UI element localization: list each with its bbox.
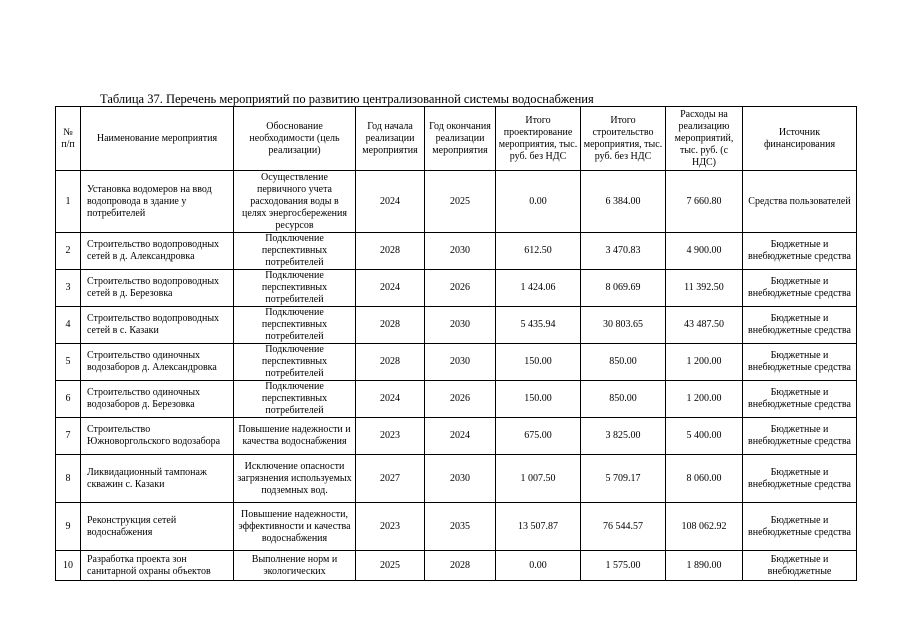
row-number-cell: 7 (56, 418, 81, 455)
total-cost-cell: 43 487.50 (666, 307, 743, 344)
design-cost-cell: 13 507.87 (496, 503, 581, 551)
total-cost-cell: 4 900.00 (666, 233, 743, 270)
header-cell-name: Наименование мероприятия (81, 107, 234, 171)
measure-name-cell: Строительство водопроводных сетей в с. Казаки (81, 307, 234, 344)
table-caption: Таблица 37. Перечень мероприятий по развитию централизованной системы водоснабжения (100, 92, 594, 106)
header-cell-num: № п/п (56, 107, 81, 171)
design-cost-cell: 0.00 (496, 171, 581, 233)
table-container (55, 106, 858, 592)
measure-name-cell: Разработка проекта зон санитарной охраны объектов (81, 551, 234, 581)
design-cost-cell: 150.00 (496, 344, 581, 381)
start-year-cell: 2028 (356, 307, 425, 344)
measure-name-cell: Реконструкция сетей водоснабжения (81, 503, 234, 551)
start-year-cell: 2024 (356, 270, 425, 307)
total-cost-cell: 1 200.00 (666, 344, 743, 381)
start-year-cell: 2023 (356, 503, 425, 551)
design-cost-cell: 1 424.06 (496, 270, 581, 307)
start-year-cell: 2024 (356, 171, 425, 233)
funding-source-cell: Бюджетные и внебюджетные средства (743, 455, 857, 503)
start-year-cell: 2023 (356, 418, 425, 455)
table-row (56, 551, 857, 581)
end-year-cell: 2028 (425, 551, 496, 581)
total-cost-cell: 1 890.00 (666, 551, 743, 581)
measure-name-cell: Строительство Южноворгольского водозабора (81, 418, 234, 455)
header-cell-build-cost: Итого строительство мероприятия, тыс. руб. без НДС (581, 107, 666, 171)
start-year-cell: 2025 (356, 551, 425, 581)
design-cost-cell: 5 435.94 (496, 307, 581, 344)
end-year-cell: 2030 (425, 344, 496, 381)
end-year-cell: 2035 (425, 503, 496, 551)
header-cell-start-year: Год начала реализации мероприятия (356, 107, 425, 171)
row-number-cell: 2 (56, 233, 81, 270)
row-number-cell: 3 (56, 270, 81, 307)
justification-cell: Исключение опасности загрязнения используемых подземных вод. (234, 455, 356, 503)
measures-table (55, 106, 857, 581)
justification-cell: Повышение надежности, эффективности и качества водоснабжения (234, 503, 356, 551)
row-number-cell: 6 (56, 381, 81, 418)
design-cost-cell: 1 007.50 (496, 455, 581, 503)
design-cost-cell: 0.00 (496, 551, 581, 581)
row-number-cell: 9 (56, 503, 81, 551)
start-year-cell: 2028 (356, 344, 425, 381)
measure-name-cell: Строительство одиночных водозаборов д. Александровка (81, 344, 234, 381)
design-cost-cell: 612.50 (496, 233, 581, 270)
table-row (56, 344, 857, 381)
justification-cell: Подключение перспективных потребителей (234, 344, 356, 381)
design-cost-cell: 150.00 (496, 381, 581, 418)
end-year-cell: 2030 (425, 455, 496, 503)
total-cost-cell: 5 400.00 (666, 418, 743, 455)
funding-source-cell: Бюджетные и внебюджетные средства (743, 503, 857, 551)
header-row (56, 107, 857, 171)
justification-cell: Подключение перспективных потребителей (234, 381, 356, 418)
build-cost-cell: 76 544.57 (581, 503, 666, 551)
justification-cell: Осуществление первичного учета расходования воды в целях энергосбережения ресурсов (234, 171, 356, 233)
row-number-cell: 4 (56, 307, 81, 344)
build-cost-cell: 3 470.83 (581, 233, 666, 270)
table-row (56, 307, 857, 344)
table-row (56, 418, 857, 455)
justification-cell: Выполнение норм и экологических (234, 551, 356, 581)
end-year-cell: 2025 (425, 171, 496, 233)
total-cost-cell: 7 660.80 (666, 171, 743, 233)
header-cell-reason: Обоснование необходимости (цель реализации) (234, 107, 356, 171)
row-number-cell: 8 (56, 455, 81, 503)
build-cost-cell: 30 803.65 (581, 307, 666, 344)
funding-source-cell: Бюджетные и внебюджетные (743, 551, 857, 581)
build-cost-cell: 6 384.00 (581, 171, 666, 233)
build-cost-cell: 850.00 (581, 381, 666, 418)
justification-cell: Подключение перспективных потребителей (234, 270, 356, 307)
table-row (56, 270, 857, 307)
funding-source-cell: Средства пользователей (743, 171, 857, 233)
table-row (56, 171, 857, 233)
build-cost-cell: 1 575.00 (581, 551, 666, 581)
end-year-cell: 2024 (425, 418, 496, 455)
total-cost-cell: 8 060.00 (666, 455, 743, 503)
funding-source-cell: Бюджетные и внебюджетные средства (743, 381, 857, 418)
table-row (56, 503, 857, 551)
table-row (56, 381, 857, 418)
build-cost-cell: 850.00 (581, 344, 666, 381)
funding-source-cell: Бюджетные и внебюджетные средства (743, 270, 857, 307)
header-cell-design-cost: Итого проектирование мероприятия, тыс. руб. без НДС (496, 107, 581, 171)
funding-source-cell: Бюджетные и внебюджетные средства (743, 344, 857, 381)
measure-name-cell: Строительство водопроводных сетей в д. Березовка (81, 270, 234, 307)
start-year-cell: 2028 (356, 233, 425, 270)
row-number-cell: 10 (56, 551, 81, 581)
total-cost-cell: 1 200.00 (666, 381, 743, 418)
table-row (56, 455, 857, 503)
total-cost-cell: 108 062.92 (666, 503, 743, 551)
start-year-cell: 2024 (356, 381, 425, 418)
end-year-cell: 2026 (425, 270, 496, 307)
measure-name-cell: Строительство одиночных водозаборов д. Березовка (81, 381, 234, 418)
measure-name-cell: Установка водомеров на ввод водопровода в здание у потребителей (81, 171, 234, 233)
justification-cell: Повышение надежности и качества водоснабжения (234, 418, 356, 455)
build-cost-cell: 5 709.17 (581, 455, 666, 503)
row-number-cell: 1 (56, 171, 81, 233)
end-year-cell: 2030 (425, 307, 496, 344)
total-cost-cell: 11 392.50 (666, 270, 743, 307)
measure-name-cell: Ликвидационный тампонаж скважин с. Казаки (81, 455, 234, 503)
build-cost-cell: 8 069.69 (581, 270, 666, 307)
funding-source-cell: Бюджетные и внебюджетные средства (743, 418, 857, 455)
justification-cell: Подключение перспективных потребителей (234, 307, 356, 344)
funding-source-cell: Бюджетные и внебюджетные средства (743, 233, 857, 270)
table-row (56, 233, 857, 270)
header-cell-source: Источник финансирования (743, 107, 857, 171)
design-cost-cell: 675.00 (496, 418, 581, 455)
end-year-cell: 2030 (425, 233, 496, 270)
header-cell-total-cost: Расходы на реализацию мероприятий, тыс. руб. (с НДС) (666, 107, 743, 171)
start-year-cell: 2027 (356, 455, 425, 503)
justification-cell: Подключение перспективных потребителей (234, 233, 356, 270)
end-year-cell: 2026 (425, 381, 496, 418)
funding-source-cell: Бюджетные и внебюджетные средства (743, 307, 857, 344)
measure-name-cell: Строительство водопроводных сетей в д. Александровка (81, 233, 234, 270)
header-cell-end-year: Год окончания реализации мероприятия (425, 107, 496, 171)
build-cost-cell: 3 825.00 (581, 418, 666, 455)
row-number-cell: 5 (56, 344, 81, 381)
